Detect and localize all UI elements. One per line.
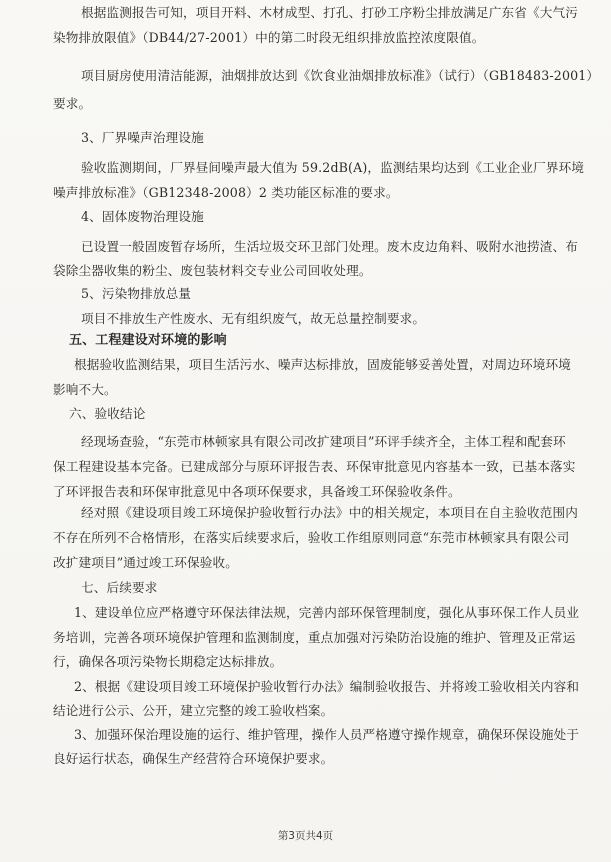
section-heading-acceptance-conclusion: 六、验收结论 — [69, 406, 146, 421]
page-number-footer: 第3页共4页 — [277, 830, 334, 842]
section-heading-emission-total: 5、污染物排放总量 — [81, 286, 192, 301]
section-heading-solid-waste: 4、固体废物治理设施 — [81, 209, 204, 224]
paragraph-line: 保工程建设基本完备。已建成部分与原环评报告表、环保审批意见内容基本一致，已基本落实 — [53, 459, 576, 474]
paragraph-line: 了环评报告表和环保审批意见中各项环保要求，具备竣工环保验收条件。 — [53, 484, 461, 499]
paragraph-line: 根据验收监测结果，项目生活污水、噪声达标排放，固废能够妥善处置，对周边环境环境 — [74, 357, 572, 372]
paragraph-line: 结论进行公示、公开，建立完整的竣工验收档案。 — [53, 703, 334, 718]
paragraph-line: 3、加强环保治理设施的运行、维护管理，操作人员严格遵守操作规章，确保环保设施处于 — [74, 727, 580, 742]
paragraph-line: 项目不排放生产性废水、无有组织废气，故无总量控制要求。 — [81, 311, 426, 326]
paragraph-line: 染物排放限值》（DB44/27-2001）中的第二时段无组织排放监控浓度限值。 — [53, 30, 485, 45]
paragraph-line: 噪声排放标准》（GB12348-2008）2 类功能区标准的要求。 — [53, 185, 399, 200]
paragraph-line: 根据监测报告可知，项目开料、木材成型、打孔、打砂工序粉尘排放满足广东省《大气污 — [81, 5, 579, 20]
section-heading-follow-up: 七、后续要求 — [81, 580, 158, 595]
paragraph-line: 经对照《建设项目竣工环境保护验收暂行办法》中的相关规定，本项目在自主验收范围内 — [81, 505, 579, 520]
paragraph-line: 不存在所列不合格情形，在落实后续要求后，验收工作组原则同意“东莞市林顿家具有限公司 — [53, 530, 570, 545]
paragraph-line: 要求。 — [53, 96, 92, 111]
paragraph-line: 良好运行状态，确保生产经营符合环境保护要求。 — [53, 751, 334, 766]
paragraph-line: 行，确保各项污染物长期稳定达标排放。 — [53, 654, 283, 669]
paragraph-line: 验收监测期间，厂界昼间噪声最大值为 59.2dB(A)，监测结果均达到《工业企业厂界环境 — [81, 160, 585, 175]
section-heading-noise: 3、厂界噪声治理设施 — [81, 130, 204, 145]
paragraph-line: 项目厨房使用清洁能源，油烟排放达到《饮食业油烟排放标准》（试行）（GB18483-2001） — [81, 68, 600, 83]
section-heading-environmental-impact: 五、工程建设对环境的影响 — [69, 333, 227, 348]
paragraph-line: 经现场查验，“东莞市林顿家具有限公司改扩建项目”环评手续齐全，主体工程和配套环 — [81, 434, 566, 449]
paragraph-line: 袋除尘器收集的粉尘、废包装材料交专业公司回收处理。 — [53, 263, 372, 278]
paragraph-line: 改扩建项目”通过竣工环保验收。 — [53, 555, 239, 570]
paragraph-line: 已设置一般固废暂存场所，生活垃圾交环卫部门处理。废木皮边角料、吸附水池捞渣、布 — [81, 239, 579, 254]
paragraph-line: 1、建设单位应严格遵守环保法律法规，完善内部环保管理制度，强化从事环保工作人员业 — [74, 605, 580, 620]
paragraph-line: 务培训，完善各项环境保护管理和监测制度，重点加强对污染防治设施的维护、管理及正常运 — [53, 630, 576, 645]
paragraph-line: 影响不大。 — [53, 382, 117, 397]
paragraph-line: 2、根据《建设项目竣工环境保护验收暂行办法》编制验收报告、并将竣工验收相关内容和 — [74, 679, 580, 694]
